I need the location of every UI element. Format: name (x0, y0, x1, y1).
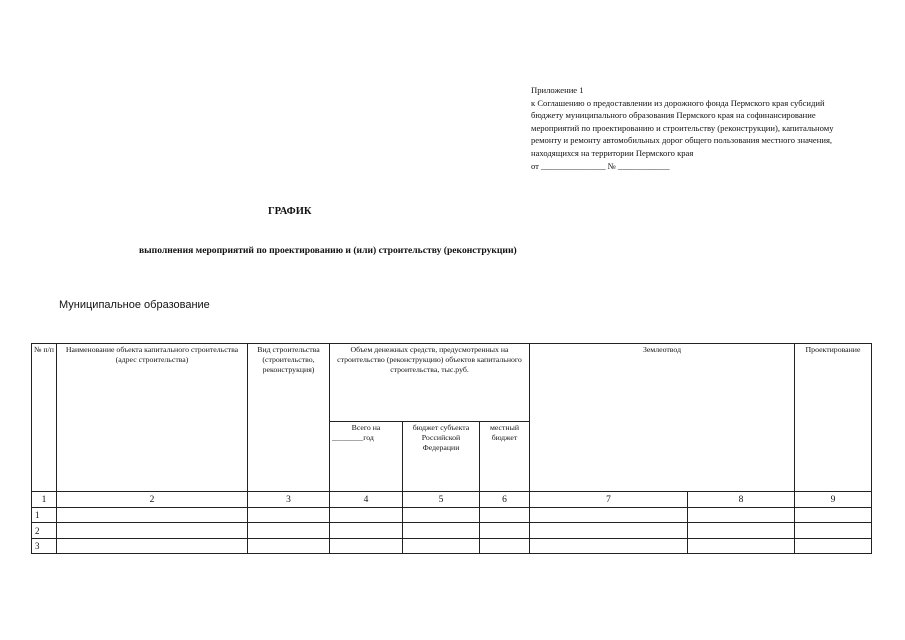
column-number: 3 (248, 492, 330, 508)
table-row (32, 539, 872, 554)
table-cell (403, 523, 480, 539)
appendix-line: от _______________ № ____________ (531, 160, 670, 171)
table-cell (248, 523, 330, 539)
table-cell (57, 539, 248, 554)
table-cell (530, 508, 688, 523)
table-cell (57, 523, 248, 539)
table-cell (688, 539, 795, 554)
table-cell (403, 539, 480, 554)
table-cell (688, 508, 795, 523)
table-cell (480, 539, 530, 554)
appendix-line: к Соглашению о предоставлении из дорожного фонда Пермского края субсидий (531, 97, 825, 108)
municipality-label: Муниципальное образование (59, 299, 210, 311)
table-cell (248, 539, 330, 554)
appendix-line: Приложение 1 (531, 85, 584, 95)
appendix-line: мероприятий по проектированию и строительству (реконструкции), капитальному (531, 122, 834, 133)
schedule-table (31, 343, 872, 554)
header-total-line2: ________год (332, 433, 374, 442)
row-number: 2 (32, 523, 57, 539)
table-cell (403, 508, 480, 523)
table-cell (795, 523, 872, 539)
header-object-name: Наименование объекта капитального строительства (адрес строительства) (57, 344, 248, 492)
table-cell (795, 539, 872, 554)
column-number: 7 (530, 492, 688, 508)
column-number: 5 (403, 492, 480, 508)
table-cell (330, 508, 403, 523)
table-cell (330, 523, 403, 539)
column-number: 9 (795, 492, 872, 508)
table-cell (480, 523, 530, 539)
table-cell (688, 523, 795, 539)
appendix-note (531, 84, 891, 172)
document-title: ГРАФИК (268, 206, 312, 217)
header-total-line1: Всего на (351, 423, 381, 432)
column-number: 1 (32, 492, 57, 508)
header-num: № п/п (32, 344, 57, 492)
column-number: 6 (480, 492, 530, 508)
appendix-line: бюджету муниципального образования Пермского края на софинансирование (531, 110, 816, 121)
row-number: 3 (32, 539, 57, 554)
header-local-budget: местный бюджет (480, 422, 530, 492)
table-cell (57, 508, 248, 523)
header-rf-budget: бюджет субъекта Российской Федерации (403, 422, 480, 492)
table-cell (530, 523, 688, 539)
header-construction-type: Вид строительства (строительство, реконструкция) (248, 344, 330, 492)
header-funds: Объем денежных средств, предусмотренных на строительство (реконструкцию) объектов капитального строительства, тыс.руб. (330, 344, 530, 422)
column-number: 2 (57, 492, 248, 508)
column-number: 4 (330, 492, 403, 508)
table-cell (480, 508, 530, 523)
column-number: 8 (688, 492, 795, 508)
header-design: Проектирование (795, 344, 872, 492)
document-subtitle: выполнения мероприятий по проектированию и (или) строительству (реконструкции) (139, 245, 517, 256)
appendix-line: ремонту и ремонту автомобильных дорог общего пользования местного значения, (531, 135, 833, 146)
header-total-year (330, 422, 403, 492)
header-land-allotment: Землеотвод (530, 344, 795, 492)
table-cell (330, 539, 403, 554)
table-cell (795, 508, 872, 523)
table-row (32, 523, 872, 539)
row-number: 1 (32, 508, 57, 523)
table-cell (530, 539, 688, 554)
appendix-line: находящихся на территории Пермского края (531, 147, 694, 158)
table-row (32, 508, 872, 523)
table-cell (248, 508, 330, 523)
